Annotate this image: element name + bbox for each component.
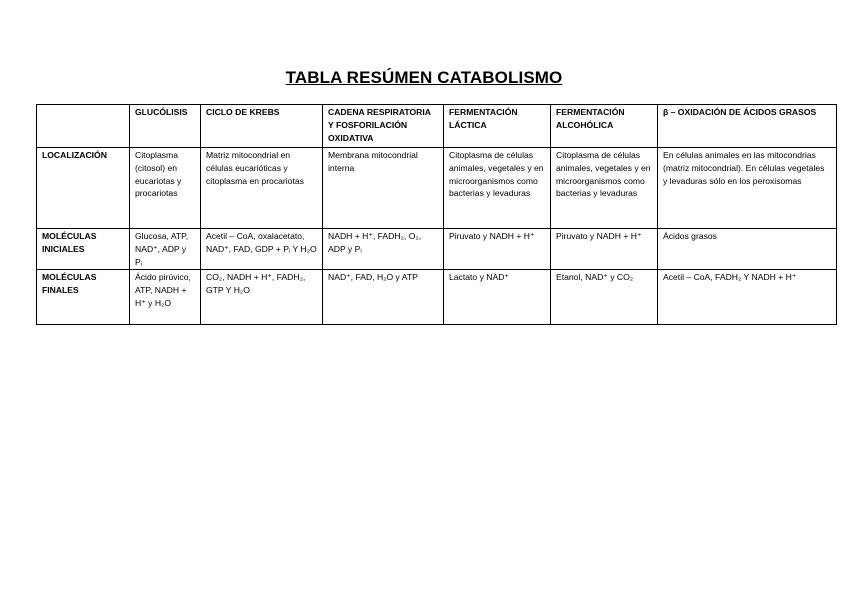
header-beta-oxidacion: β – OXIDACIÓN DE ÁCIDOS GRASOS [658,105,837,148]
header-cadena-respiratoria: CADENA RESPIRATORIA Y FOSFORILACIÓN OXIDATIVA [323,105,444,148]
header-corner [37,105,130,148]
table-cell: Citoplasma de células animales, vegetales y en microorganismos como bacterias y levaduras [444,148,551,229]
table-cell: Acetil – CoA, oxalacetato, NAD⁺, FAD, GDP + Pᵢ Y H₂O [201,229,323,270]
table-row [37,148,837,229]
table-cell: Piruvato y NADH + H⁺ [551,229,658,270]
table-cell: NAD⁺, FAD, H₂O y ATP [323,270,444,325]
table-cell: Etanol, NAD⁺ y CO₂ [551,270,658,325]
table-cell: Citoplasma de células animales, vegetales y en microorganismos como bacterias y levaduras [551,148,658,229]
header-fermentacion-alcoholica: FERMENTACIÓN ALCOHÓLICA [551,105,658,148]
row-label: LOCALIZACIÓN [37,148,130,229]
table-cell: Ácido pirúvico, ATP, NADH + H⁺ y H₂O [130,270,201,325]
table-cell: Glucosa, ATP, NAD⁺, ADP y Pᵢ [130,229,201,270]
page-title: TABLA RESÚMEN CATABOLISMO [285,68,563,87]
row-label: MOLÉCULAS INICIALES [37,229,130,270]
table-row [37,229,837,270]
table-cell: Acetil – CoA, FADH₂ Y NADH + H⁺ [658,270,837,325]
catabolism-table [36,104,837,325]
header-fermentacion-lactica: FERMENTACIÓN LÁCTICA [444,105,551,148]
table-row [37,270,837,325]
table-cell: CO₂, NADH + H⁺, FADH₂, GTP Y H₂O [201,270,323,325]
table-cell: Citoplasma (citosol) en eucariotas y procariotas [130,148,201,229]
row-label: MOLÉCULAS FINALES [37,270,130,325]
table-cell: Matriz mitocondrial en células eucarióticas y citoplasma en procariotas [201,148,323,229]
table-cell: Ácidos grasos [658,229,837,270]
table-cell: En células animales en las mitocondrias (matriz mitocondrial). En células vegetales y levaduras sólo en los peroxisomas [658,148,837,229]
table-cell: NADH + H⁺, FADH₂, O₂, ADP y Pᵢ [323,229,444,270]
header-glucolisis: GLUCÓLISIS [130,105,201,148]
table-cell: Piruvato y NADH + H⁺ [444,229,551,270]
table-cell: Lactato y NAD⁺ [444,270,551,325]
header-row [37,105,837,148]
header-krebs: CICLO DE KREBS [201,105,323,148]
table-cell: Membrana mitocondrial interna [323,148,444,229]
